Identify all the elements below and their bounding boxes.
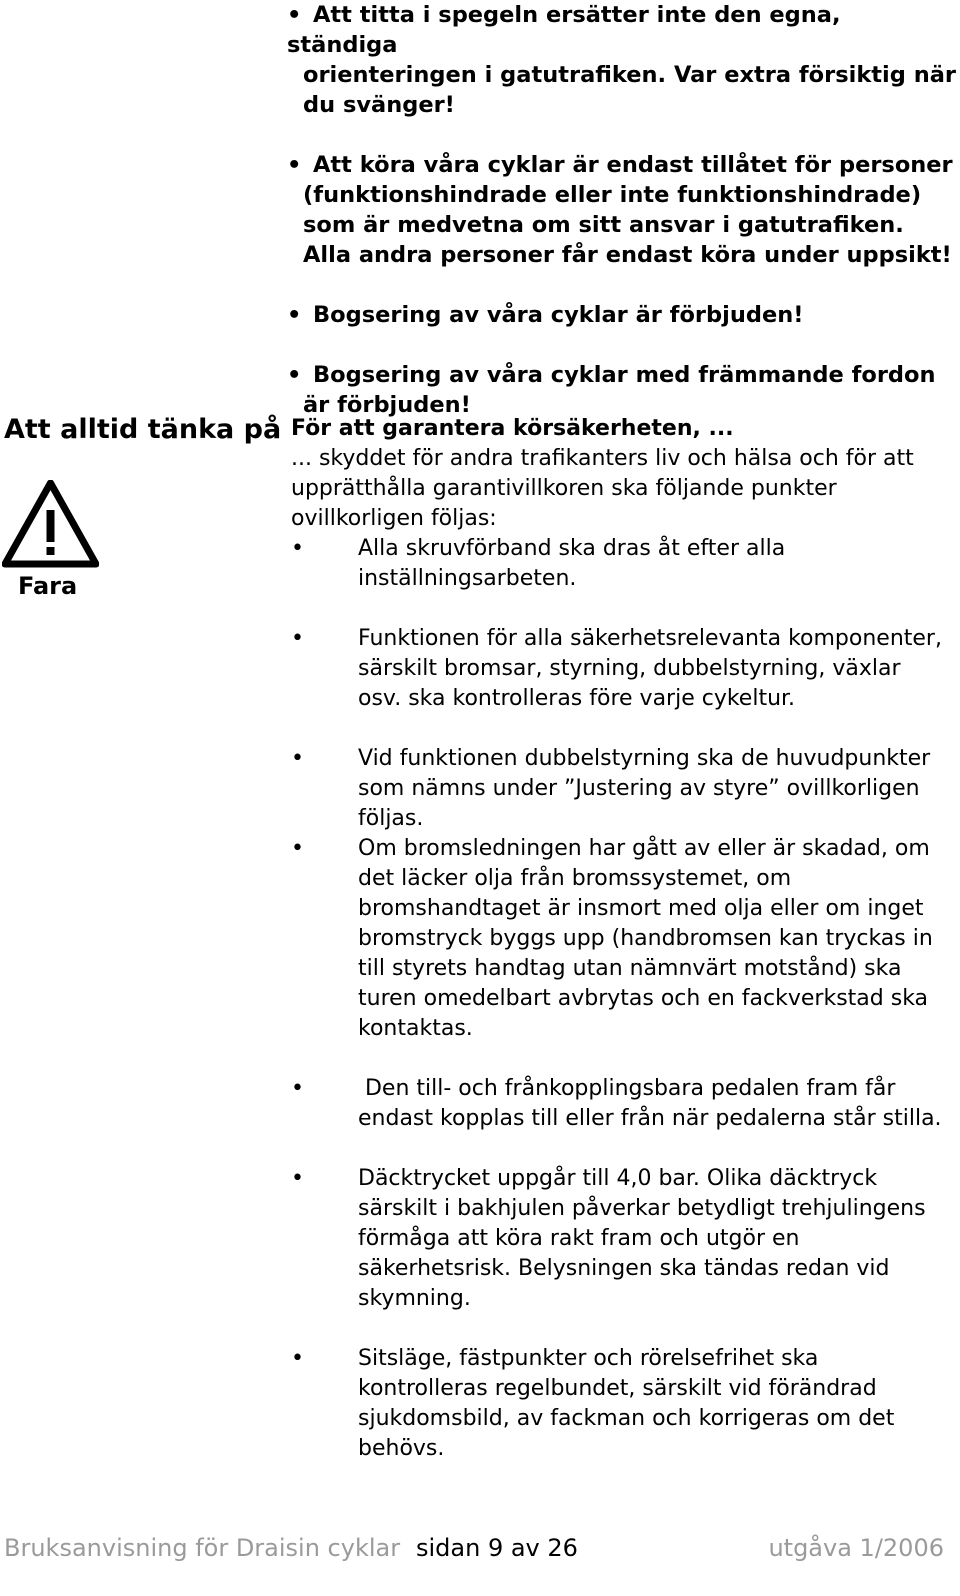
- bullet-icon: •: [291, 1166, 304, 1191]
- section-title: För att garantera körsäkerheten, ...: [291, 416, 734, 441]
- list-item-line: skymning.: [358, 1286, 471, 1311]
- list-item-line: bromstryck byggs upp (handbromsen kan tryckas in: [358, 926, 933, 951]
- top-warning-item: [287, 300, 957, 330]
- bullet-icon: •: [287, 362, 302, 388]
- bullet-icon: •: [291, 536, 304, 561]
- footer-edition: utgåva 1/2006: [768, 1534, 944, 1562]
- bullet-icon: •: [291, 626, 304, 651]
- top-warning-line: du svänger!: [303, 92, 455, 118]
- intro-line: ovillkorligen följas:: [291, 506, 497, 531]
- list-item: [291, 1074, 951, 1134]
- warning-triangle-icon: [2, 480, 99, 568]
- top-warnings-list: [287, 0, 957, 420]
- top-warning-line: orienteringen i gatutrafiken. Var extra försiktig när: [303, 62, 956, 88]
- list-item-line: inställningsarbeten.: [358, 566, 577, 591]
- bullet-icon: •: [291, 836, 304, 861]
- list-item-line: Den till- och frånkopplingsbara pedalen fram får: [358, 1076, 896, 1101]
- safety-checklist: [291, 534, 951, 1464]
- list-item-line: kontrolleras regelbundet, särskilt vid förändrad: [358, 1376, 877, 1401]
- list-item-line: Vid funktionen dubbelstyrning ska de huvudpunkter: [358, 746, 931, 771]
- intro-line: ... skyddet för andra trafikanters liv och hälsa och för att: [291, 446, 914, 471]
- list-item-line: det läcker olja från bromssystemet, om: [358, 866, 792, 891]
- list-item: [291, 744, 951, 834]
- bullet-icon: •: [287, 2, 302, 28]
- list-item-line: kontaktas.: [358, 1016, 473, 1041]
- page-footer: [4, 1534, 944, 1570]
- list-item-line: Funktionen för alla säkerhetsrelevanta komponenter,: [358, 626, 942, 651]
- list-item-line: Sitsläge, fästpunkter och rörelsefrihet ska: [358, 1346, 819, 1371]
- list-item: [291, 1164, 951, 1314]
- list-item-line: sjukdomsbild, av fackman och korrigeras om det: [358, 1406, 895, 1431]
- list-item-line: särskilt bromsar, styrning, dubbelstyrning, växlar: [358, 656, 901, 681]
- top-warning-line: Att titta i spegeln ersätter inte den egna, ständiga: [287, 2, 841, 58]
- intro-line: upprätthålla garantivillkoren ska följande punkter: [291, 476, 837, 501]
- footer-page-number: sidan 9 av 26: [416, 1534, 578, 1562]
- list-item: [291, 1344, 951, 1464]
- list-item: [291, 834, 951, 1044]
- top-warning-item: [287, 150, 957, 270]
- list-item-line: säkerhetsrisk. Belysningen ska tändas redan vid: [358, 1256, 890, 1281]
- list-item-line: turen omedelbart avbrytas och en fackverkstad ska: [358, 986, 929, 1011]
- top-warning-line: (funktionshindrade eller inte funktionshindrade): [303, 182, 922, 208]
- list-item-line: följas.: [358, 806, 424, 831]
- list-item-line: bromshandtaget är insmort med olja eller om inget: [358, 896, 924, 921]
- top-warning-line: Alla andra personer får endast köra under uppsikt!: [303, 242, 952, 268]
- list-item-line: osv. ska kontrolleras före varje cykeltur.: [358, 686, 796, 711]
- top-warning-line: är förbjuden!: [303, 392, 471, 418]
- bullet-icon: •: [287, 302, 302, 328]
- list-item-line: Om bromsledningen har gått av eller är skadad, om: [358, 836, 930, 861]
- bullet-icon: •: [291, 1346, 304, 1371]
- bullet-icon: •: [287, 152, 302, 178]
- list-item: [291, 624, 951, 714]
- list-item-line: Däcktrycket uppgår till 4,0 bar. Olika däcktryck: [358, 1166, 878, 1191]
- warning-label: Fara: [18, 572, 78, 600]
- list-item-line: behövs.: [358, 1436, 445, 1461]
- top-warning-line: som är medvetna om sitt ansvar i gatutrafiken.: [303, 212, 904, 238]
- list-item-line: som nämns under ”Justering av styre” ovillkorligen: [358, 776, 920, 801]
- top-warning-line: Bogsering av våra cyklar är förbjuden!: [313, 302, 804, 328]
- list-item-line: förmåga att köra rakt fram och utgör en: [358, 1226, 800, 1251]
- list-item-line: till styrets handtag utan nämnvärt motstånd) ska: [358, 956, 902, 981]
- top-warning-item: [287, 360, 957, 420]
- safety-section: [291, 414, 951, 1464]
- list-item-line: särskilt i bakhjulen påverkar betydligt trehjulingens: [358, 1196, 926, 1221]
- footer-document-title: Bruksanvisning för Draisin cyklar: [4, 1534, 401, 1562]
- top-warning-line: Att köra våra cyklar är endast tillåtet för personer: [313, 152, 953, 178]
- section-heading: Att alltid tänka på: [4, 414, 282, 445]
- top-warning-line: Bogsering av våra cyklar med främmande fordon: [313, 362, 936, 388]
- list-item-line: endast kopplas till eller från när pedalerna står stilla.: [358, 1106, 942, 1131]
- bullet-icon: •: [291, 746, 304, 771]
- list-item: [291, 534, 951, 594]
- list-item-line: Alla skruvförband ska dras åt efter alla: [358, 536, 786, 561]
- top-warning-item: [287, 0, 957, 120]
- bullet-icon: •: [291, 1076, 304, 1101]
